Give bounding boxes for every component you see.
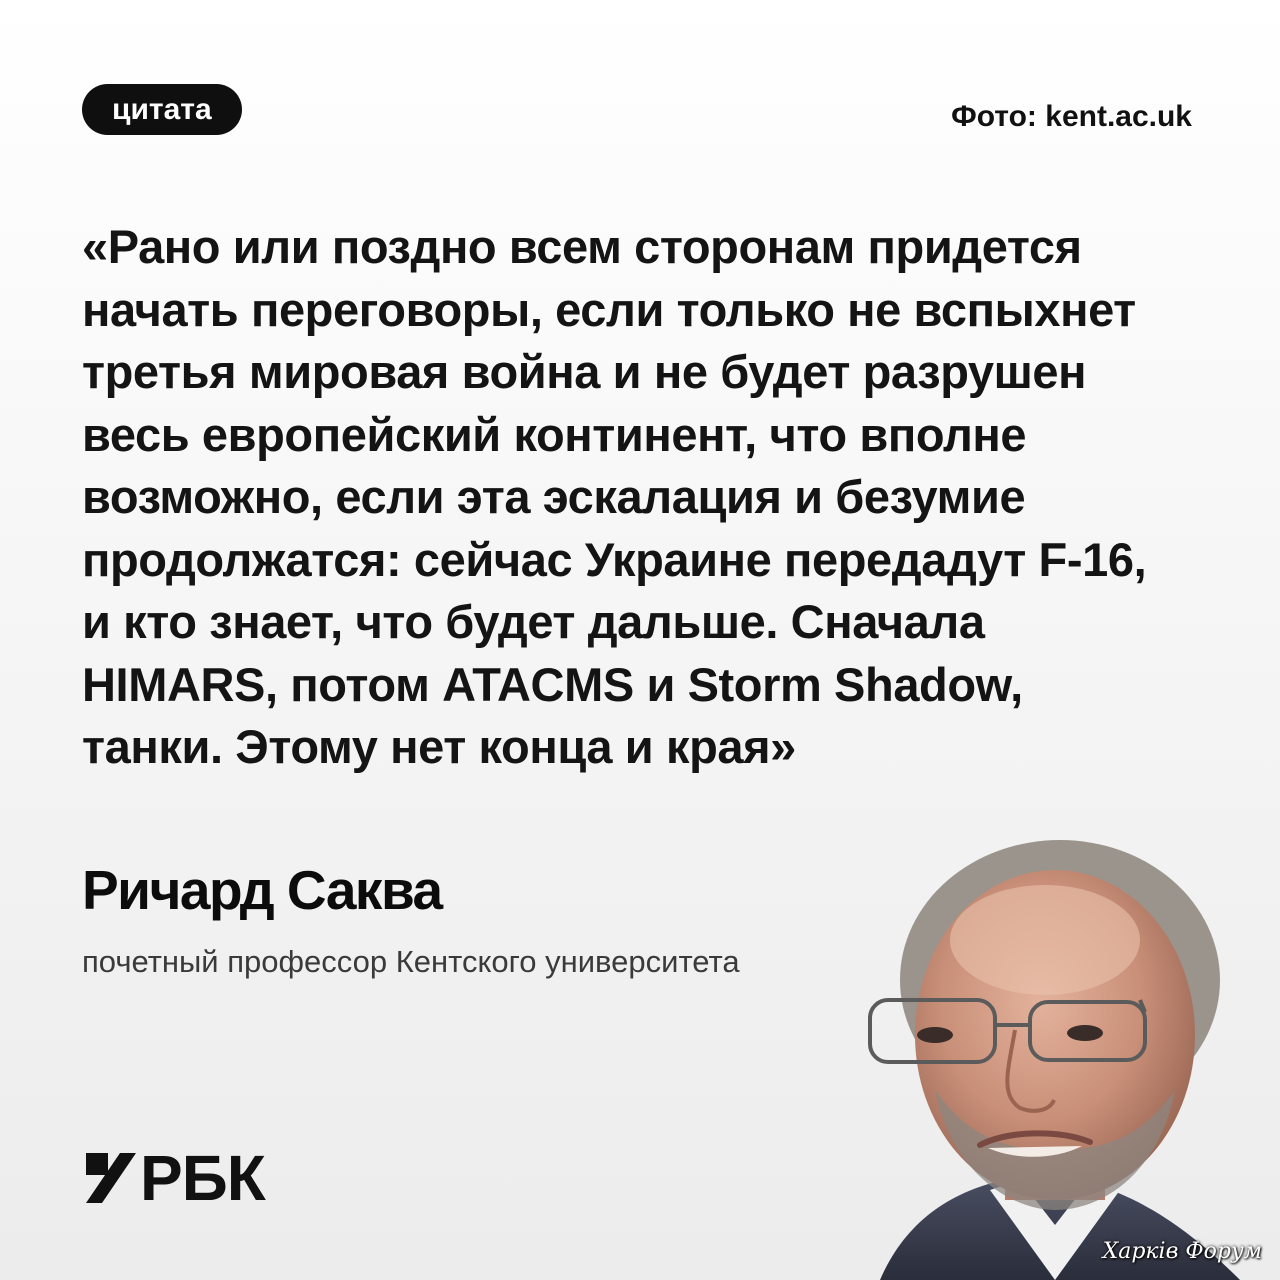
quote-line: весь европейский континент, что вполне	[82, 407, 1027, 461]
quote-line: третья мировая война и не будет разрушен	[82, 345, 1087, 398]
author-name: Ричард Саква	[82, 859, 442, 921]
rbc-logo	[86, 1142, 265, 1214]
quote-line: продолжатся: сейчас Украине передадут F-16,	[82, 532, 1147, 586]
rbc-logo-text: РБК	[140, 1142, 265, 1214]
quote-line: и кто знает, что будет дальше. Сначала	[82, 595, 985, 648]
quote-line: возможно, если эта эскалация и безумие	[82, 470, 1026, 523]
quote-line: танки. Этому нет конца и края»	[82, 720, 796, 773]
quote-line: «Рано или поздно всем сторонам придется	[82, 220, 1082, 273]
quote-badge	[82, 84, 242, 135]
photo-credit: Фото: kent.ac.uk	[951, 100, 1192, 133]
quote-line: HIMARS, потом ATACMS и Storm Shadow,	[82, 657, 1023, 711]
quote-badge-label: цитата	[112, 92, 212, 126]
quote-line: начать переговоры, если только не вспыхнет	[82, 282, 1136, 336]
author-title: почетный профессор Кентского университета	[82, 944, 740, 979]
rbc-slash-icon	[86, 1153, 136, 1203]
quote-text	[82, 216, 1202, 779]
author-photo	[840, 830, 1280, 1280]
watermark: Харків Форум	[1102, 1239, 1262, 1264]
